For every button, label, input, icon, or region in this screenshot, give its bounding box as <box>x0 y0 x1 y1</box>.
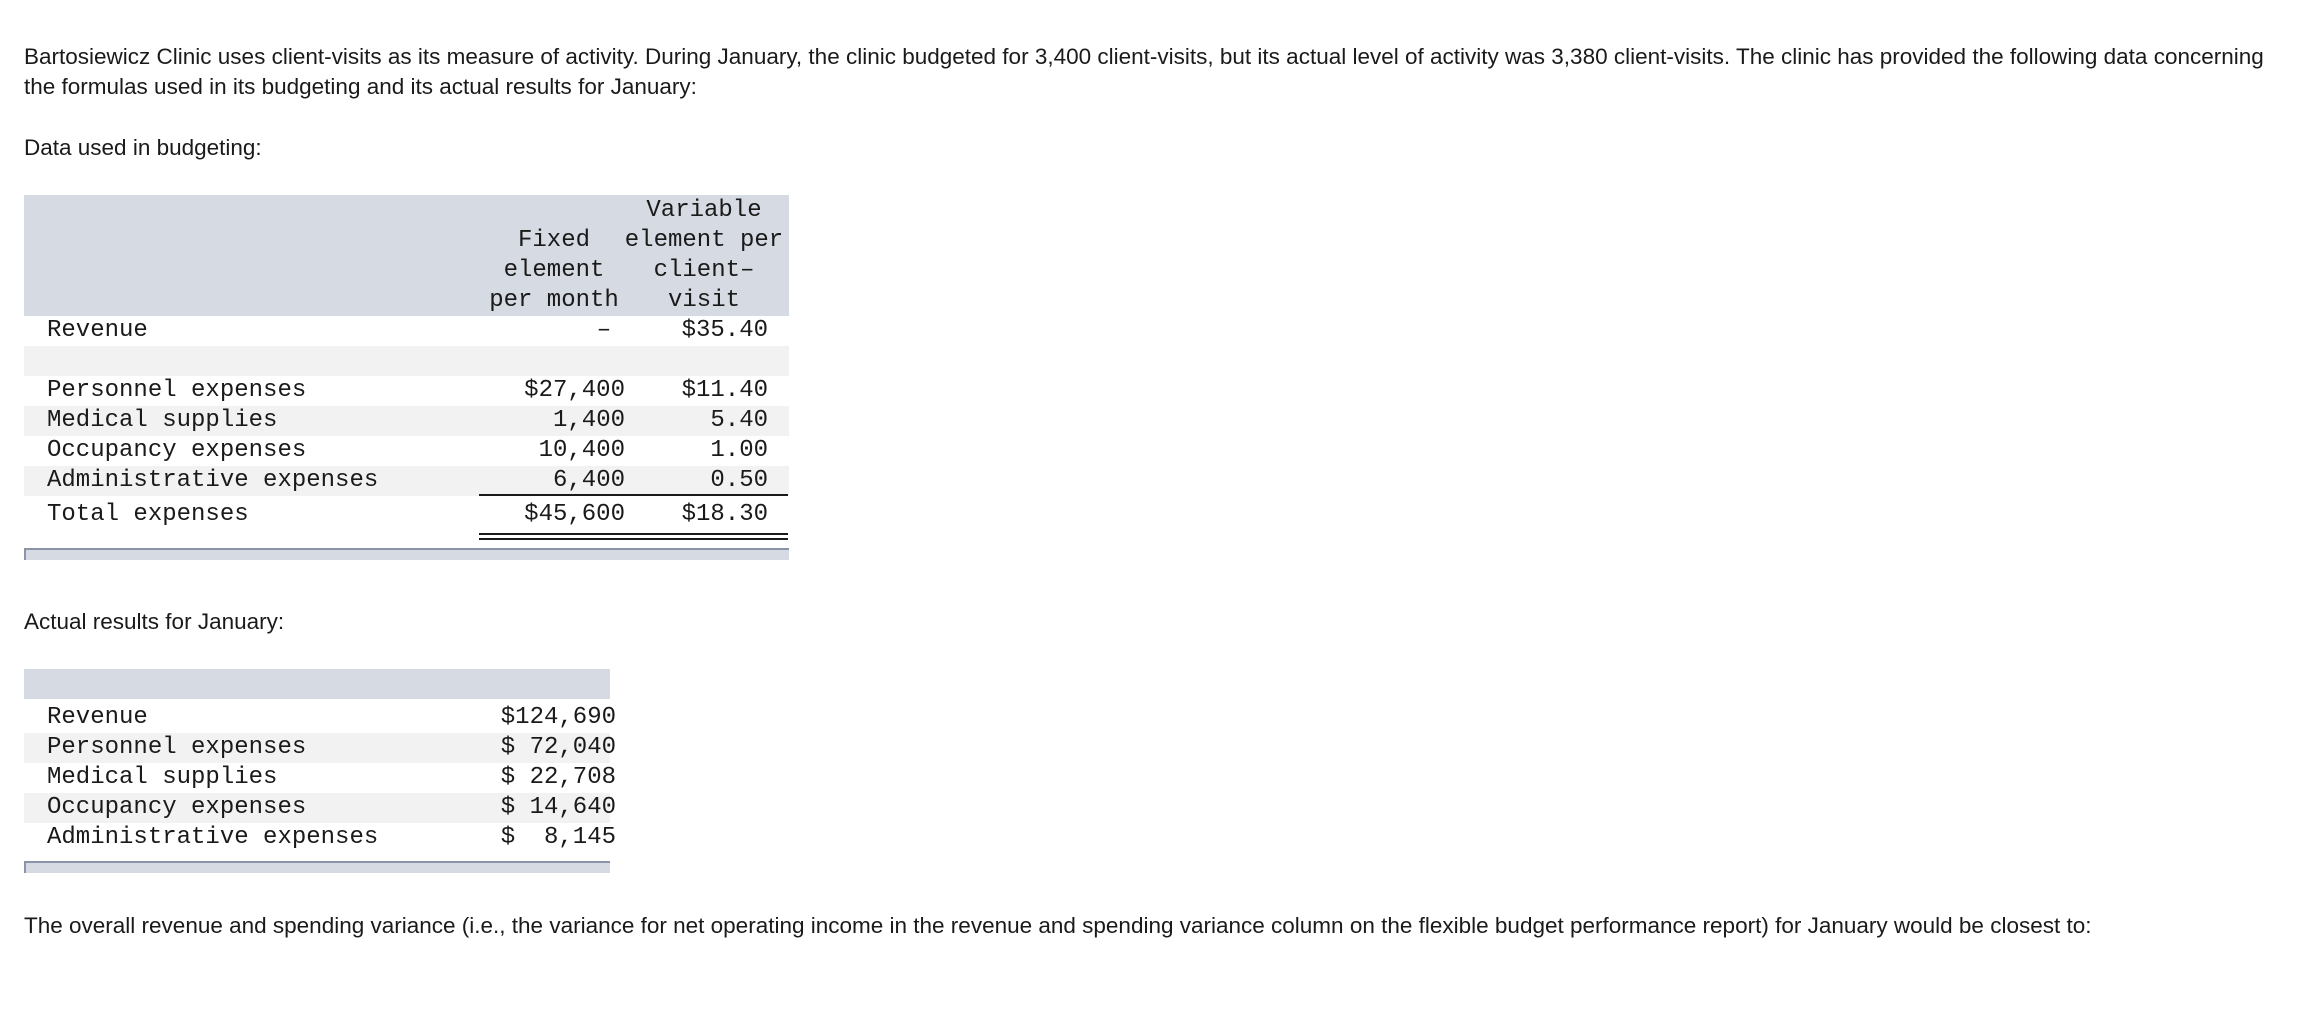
variable-value: $11.40 <box>681 377 768 404</box>
row-label: Revenue <box>47 317 148 344</box>
actual-results-table <box>24 669 616 873</box>
row-label: Personnel expenses <box>47 734 307 761</box>
table-row-total <box>24 496 789 534</box>
row-label: Occupancy expenses <box>47 794 307 821</box>
actual-results-label: Actual results for January: <box>24 609 285 634</box>
table-row <box>24 376 789 406</box>
table-row-spacer <box>24 346 789 376</box>
fixed-total: $45,600 <box>524 501 625 528</box>
variable-value: 5.40 <box>710 407 768 434</box>
budget-data-label: Data used in budgeting: <box>24 135 262 160</box>
budget-data-table <box>24 195 789 560</box>
budget-table-header <box>24 195 789 316</box>
row-label: Medical supplies <box>47 407 278 434</box>
table-row <box>24 406 789 436</box>
table-row <box>24 793 616 823</box>
variable-value: $35.40 <box>681 317 768 344</box>
actual-value: $124,690 <box>500 704 616 731</box>
fixed-value: $27,400 <box>524 377 625 404</box>
table-footer-bar <box>24 861 610 873</box>
fixed-value: 1,400 <box>552 407 625 434</box>
table-row <box>24 733 616 763</box>
fixed-value: 6,400 <box>552 467 625 494</box>
table-row <box>24 703 616 733</box>
question-prompt: The overall revenue and spending variance (i.e., the variance for net operating income in the revenue and spending variance column on the flexible budget performance report) for January would be closest to: <box>24 913 2092 938</box>
row-label: Total expenses <box>47 501 249 528</box>
row-label: Personnel expenses <box>47 377 307 404</box>
row-label: Administrative expenses <box>47 467 379 494</box>
variable-total: $18.30 <box>681 501 768 528</box>
row-label: Medical supplies <box>47 764 278 791</box>
total-double-rule <box>616 533 788 540</box>
table-row <box>24 436 789 466</box>
total-double-rule <box>479 533 625 540</box>
row-label: Administrative expenses <box>47 824 379 851</box>
actual-value: $ 8,145 <box>500 824 616 851</box>
header-variable-element: Variable element per client–visit <box>624 197 784 314</box>
fixed-value: 10,400 <box>538 437 625 464</box>
variable-value: 0.50 <box>710 467 768 494</box>
table-footer-bar <box>24 548 789 560</box>
problem-intro: Bartosiewicz Clinic uses client-visits as its measure of activity. During January, the clinic budgeted for 3,400 client-visits, but its actual level of activity was 3,380 client-visits. The clinic has provided the following data concerning the formulas used in its budgeting and its actual results for January: <box>24 44 2264 99</box>
fixed-value: – <box>596 317 612 344</box>
row-label: Revenue <box>47 704 148 731</box>
table-row <box>24 763 616 793</box>
header-fixed-element: Fixed element per month <box>489 227 619 314</box>
actual-value: $ 72,040 <box>500 734 616 761</box>
variable-value: 1.00 <box>710 437 768 464</box>
row-label: Occupancy expenses <box>47 437 307 464</box>
actual-value: $ 22,708 <box>500 764 616 791</box>
table-row <box>24 466 789 496</box>
actual-table-header <box>24 669 610 699</box>
actual-value: $ 14,640 <box>500 794 616 821</box>
table-row <box>24 823 616 853</box>
table-row-revenue <box>24 316 789 346</box>
